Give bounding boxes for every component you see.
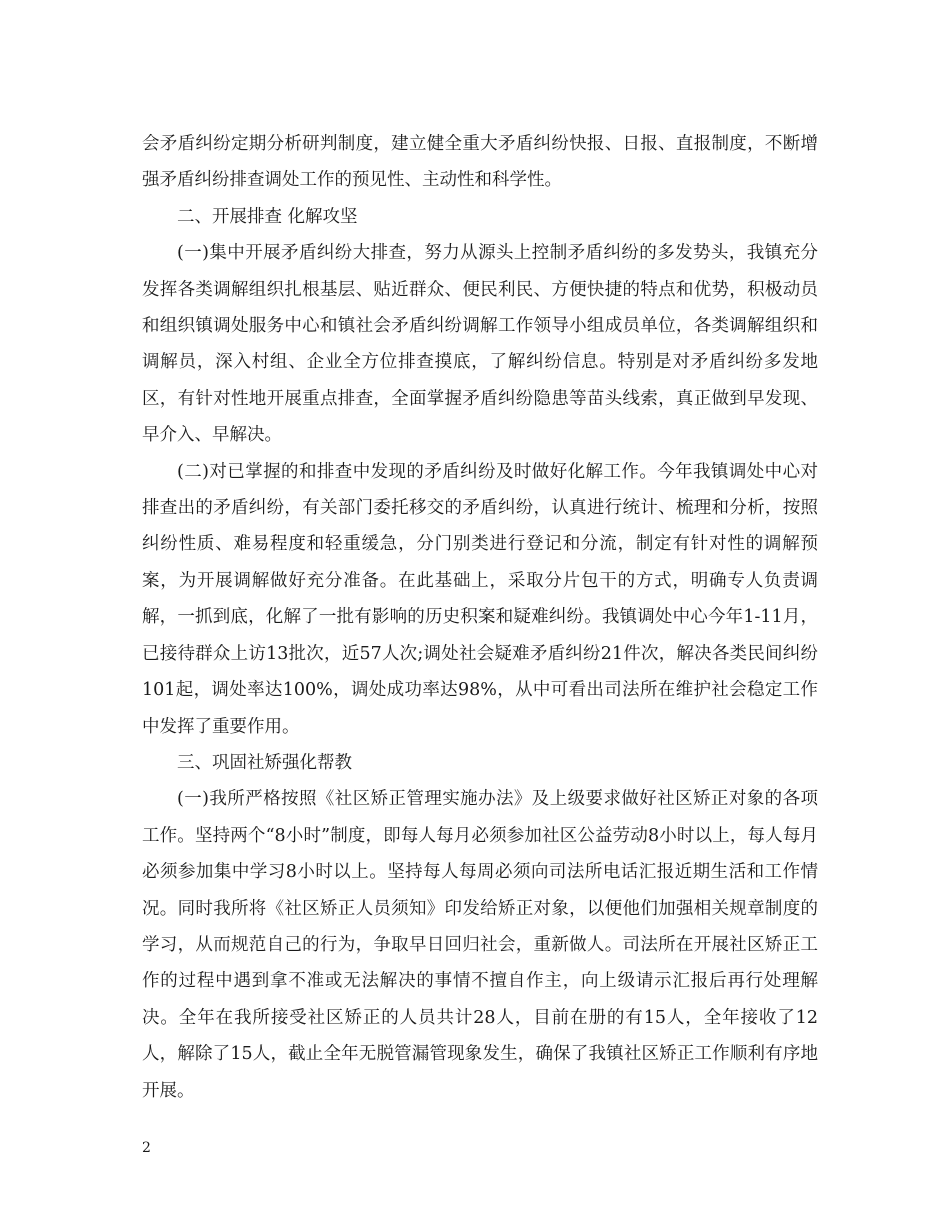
page-number: 2 [142,1140,151,1156]
section-heading-3: 三、巩固社矫强化帮教 [177,752,352,773]
paragraph-community-correction: (一)我所严格按照《社区矫正管理实施办法》及上级要求做好社区矫正对象的各项工作。坚持两个“8小时”制度，即每人每月必须参加社区公益劳动8小时以上，每人每月必须参加集中学习8小时以上。坚持每人每周必须向司法所电话汇报近期生活和工作情况。同时我所将《社区矫正人员须知》印发给矫正对象，以便他们加强相关规章制度的学习，从而规范自己的行为，争取早日回归社会，重新做人。司法所在开展社区矫正工作的过程中遇到拿不准或无法解决的事情不擅自作主，向上级请示汇报后再行处理解决。全年在我所接受社区矫正的人员共计28人，目前在册的有15人，全年接收了12人，解除了15人，截止全年无脱管漏管现象发生，确保了我镇社区矫正工作顺利有序地开展。 [142,789,818,1101]
paragraph-investigation: (一)集中开展矛盾纠纷大排查，努力从源头上控制矛盾纠纷的多发势头，我镇充分发挥各类调解组织扎根基层、贴近群众、便民利民、方便快捷的特点和优势，积极动员和组织镇调处服务中心和镇社会矛盾纠纷调解工作领导小组成员单位，各类调解组织和调解员，深入村组、企业全方位排查摸底，了解纠纷信息。特别是对矛盾纠纷多发地区，有针对性地开展重点排查，全面掌握矛盾纠纷隐患等苗头线索，真正做到早发现、早介入、早解决。 [142,243,818,446]
document-body [142,126,818,1109]
paragraph-continuation: 会矛盾纠纷定期分析研判制度，建立健全重大矛盾纠纷快报、日报、直报制度，不断增强矛盾纠纷排查调处工作的预见性、主动性和科学性。 [142,134,818,191]
paragraph-resolution: (二)对已掌握的和排查中发现的矛盾纠纷及时做好化解工作。今年我镇调处中心对排查出的矛盾纠纷，有关部门委托移交的矛盾纠纷，认真进行统计、梳理和分析，按照纠纷性质、难易程度和轻重缓急，分门别类进行登记和分流，制定有针对性的调解预案，为开展调解做好充分准备。在此基础上，采取分片包干的方式，明确专人负责调解，一抓到底，化解了一批有影响的历史积案和疑难纠纷。我镇调处中心今年1-11月，已接待群众上访13批次，近57人次;调处社会疑难矛盾纠纷21件次，解决各类民间纠纷101起，调处率达100%，调处成功率达98%，从中可看出司法所在维护社会稳定工作中发挥了重要作用。 [142,461,818,737]
section-heading-2: 二、开展排查 化解攻坚 [177,206,358,227]
